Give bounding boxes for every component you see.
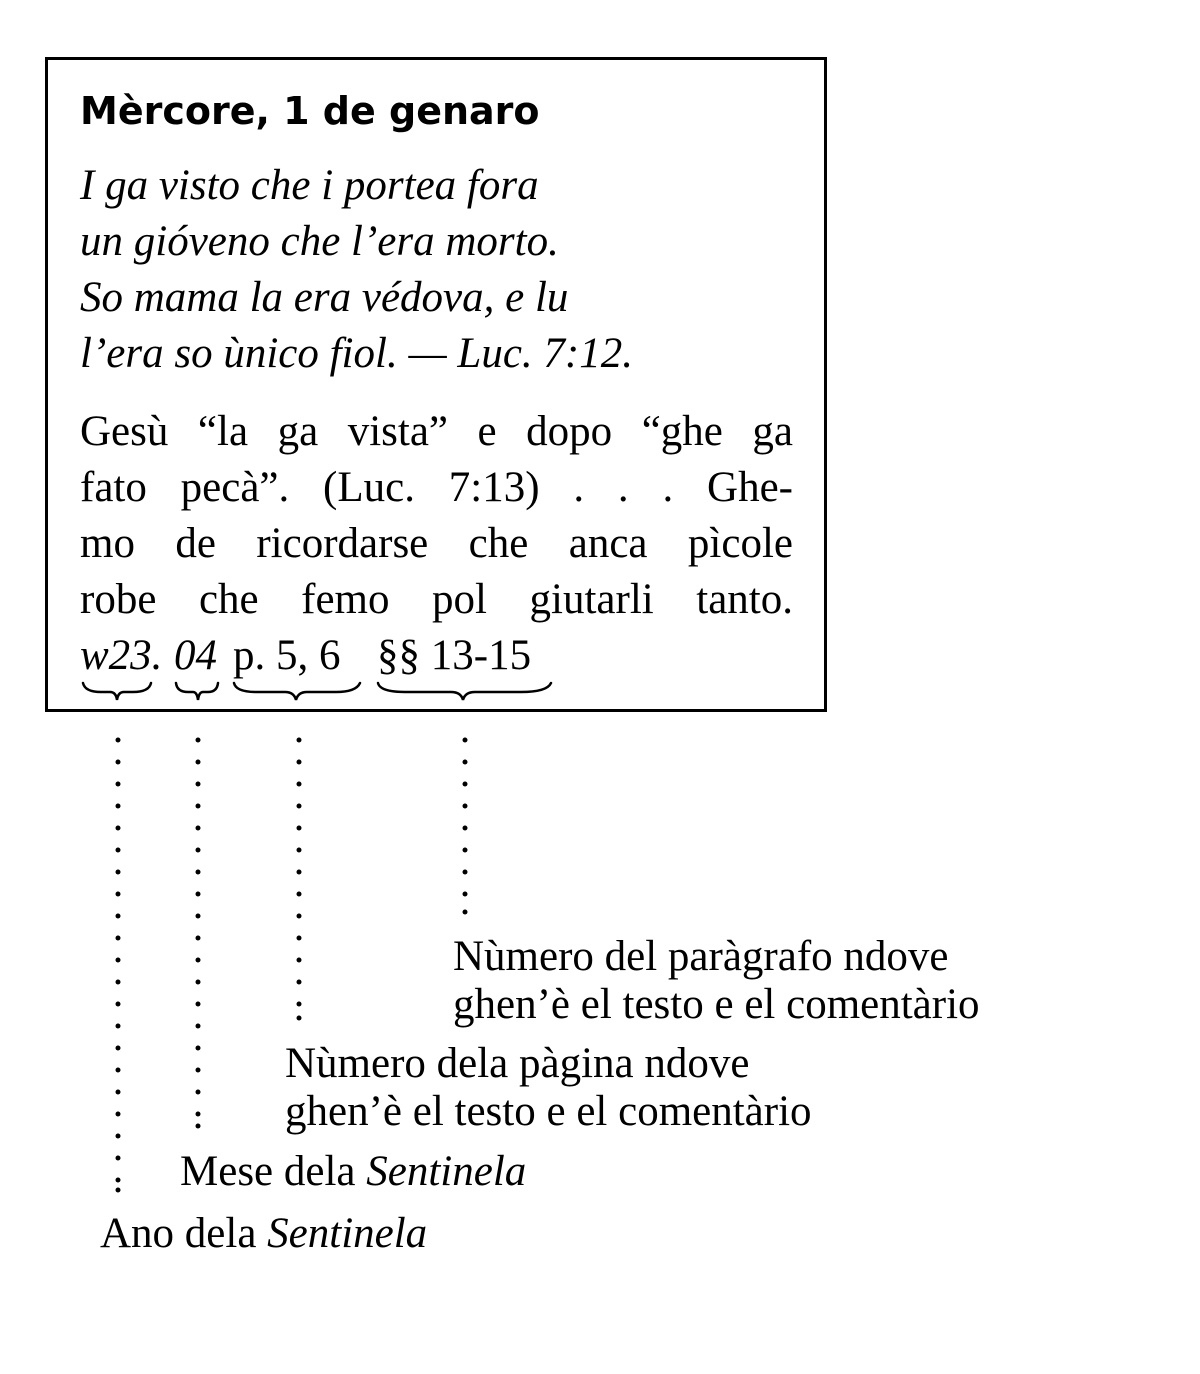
month-label-prefix: Mese dela <box>180 1148 367 1195</box>
verse-line-3: So mama la era védova, e lu <box>80 274 569 321</box>
paragraph-label-line-1: Nùmero del paràgrafo ndove <box>453 933 949 980</box>
year-dotted-line <box>116 738 121 1193</box>
reference-page: p. 5, 6 <box>233 632 341 679</box>
comment-line-1: Gesù “la ga vista” e dopo “ghe ga <box>80 408 793 455</box>
page-brace <box>234 683 360 700</box>
page-label-line-1: Nùmero dela pàgina ndove <box>285 1040 750 1087</box>
year-label <box>100 1212 427 1255</box>
year-brace <box>83 683 151 700</box>
verse-line-2: un gióveno che l’era morto. <box>80 218 559 265</box>
paragraph-brace <box>378 683 551 700</box>
month-label <box>180 1150 526 1193</box>
paragraph-label-line-2: ghen’è el testo e el comentàrio <box>453 981 980 1028</box>
verse-line-1: I ga visto che i portea fora <box>80 162 539 209</box>
month-label-title: Sentinela <box>366 1148 527 1195</box>
reference-paragraph: §§ 13-15 <box>377 632 532 679</box>
reference-month: 04 <box>174 632 217 679</box>
comment-line-4: robe che femo pol giutarli tanto. <box>80 576 793 623</box>
year-label-prefix: Ano dela <box>100 1210 268 1257</box>
reference-year: w23. <box>80 632 163 679</box>
month-brace <box>176 683 218 700</box>
page-label-line-2: ghen’è el testo e el comentàrio <box>285 1088 812 1135</box>
page-dotted-line <box>297 738 302 1021</box>
year-label-title: Sentinela <box>267 1210 428 1257</box>
date-heading: Mèrcore, 1 de genaro <box>80 89 540 133</box>
comment-line-3: mo de ricordarse che anca pìcole <box>80 520 793 567</box>
month-dotted-line <box>196 738 201 1129</box>
comment-line-2: fato pecà”. (Luc. 7:13) . . . Ghe- <box>80 464 793 511</box>
paragraph-dotted-line <box>463 738 468 915</box>
verse-line-4: l’era so ùnico fiol. — Luc. 7:12. <box>80 330 633 377</box>
